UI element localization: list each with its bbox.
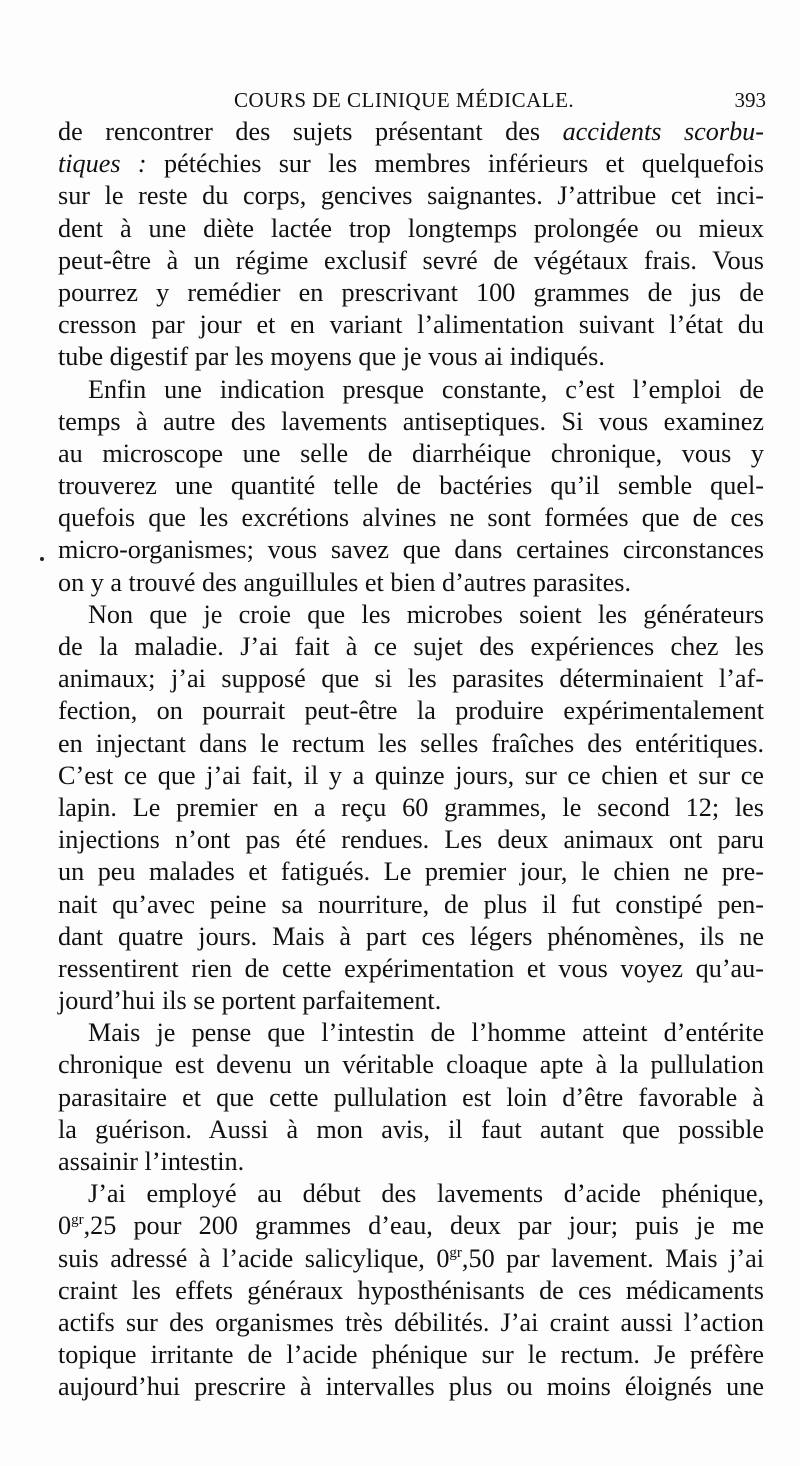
text-line: craint les effets généraux hyposthénisants de ces médicaments [58,1275,764,1305]
text-line: Mais je pense que l’intestin de l’homme atteint d’entérite [88,1018,764,1048]
italic-phrase: tiques : [58,149,147,179]
text-line: ressentirent rien de cette expérimentation et vous voyez qu’au- [58,953,764,983]
text-line: nait qu’avec peine sa nourriture, de plus il fut constipé pen- [58,889,764,919]
text-line: la guérison. Aussi à mon avis, il faut autant que possible [58,1114,764,1144]
italic-phrase: accidents scorbu- [562,117,764,146]
text-line: parasitaire et que cette pullulation est loin d’être favorable à [58,1082,764,1112]
text-line: de rencontrer des sujets présentant des accidents scorbu- [58,117,764,146]
text-line: sur le reste du corps, gencives saignantes. J’attribue cet inci- [58,181,764,211]
text-line: trouverez une quantité telle de bactéries qu’il semble quel- [58,471,764,501]
text-line: Non que je croie que les microbes soient les générateurs [88,599,764,629]
text-line: suis adressé à l’acide salicylique, $0^{gr},50$ par lavement. Mais j’ai [58,1243,765,1273]
text-line: dant quatre jours. Mais à part ces légers phénomènes, ils ne [58,921,764,951]
text-line: C’est ce que j’ai fait, il y a quinze jours, sur ce chien et sur ce [58,760,764,790]
text-line: dent à une diète lactée trop longtemps prolongée ou mieux [58,213,764,243]
text-line: actifs sur des organismes très débilités. J’ai craint aussi l’action [58,1307,764,1337]
text-line: au microscope une selle de diarrhéique chronique, vous y [58,438,764,468]
unit-superscript: gr [449,1244,462,1261]
text-line: cresson par jour et en variant l’alimentation suivant l’état du [58,310,764,340]
text-line: temps à autre des lavements antiseptiques. Si vous examinez [58,406,764,436]
page-header [56,80,766,120]
text-line: peut-être à un régime exclusif sevré de végétaux frais. Vous [58,245,764,275]
unit-superscript: gr [71,1212,84,1229]
text-line: fection, on pourrait peut-être la produire expérimentalement [58,696,764,726]
text-line: tiques : pétéchies sur les membres inférieurs et quelquefois [58,149,764,179]
body-text [58,116,764,1404]
text-line: jourd’hui ils se portent parfaitement. [58,986,442,1016]
text-line: on y a trouvé des anguillules et bien d’autres parasites. [58,567,632,597]
margin-dot-mark [40,557,44,561]
text-line: tube digestif par les moyens que je vous ai indiqués. [58,342,605,372]
text-line: topique irritante de l’acide phénique sur le rectum. Je préfère [58,1340,764,1370]
text-line: quefois que les excrétions alvines ne sont formées que de ces [58,503,764,533]
text-line: injections n’ont pas été rendues. Les deux animaux ont paru [58,825,764,855]
text-line: un peu malades et fatigués. Le premier jour, le chien ne pre- [58,857,764,887]
text-line: micro-organismes; vous savez que dans certaines circonstances [58,535,764,565]
text-line: J’ai employé au début des lavements d’acide phénique, [88,1179,764,1209]
text-line: pourrez y remédier en prescrivant 100 grammes de jus de [58,277,764,307]
text-line: $0^{gr},25$ pour 200 grammes d’eau, deux par jour; puis je me [58,1211,764,1241]
text-line: en injectant dans le rectum les selles fraîches des entéritiques. [58,728,764,758]
page-number: 393 [734,88,766,112]
text-line: assainir l’intestin. [58,1147,245,1176]
text-line: animaux; j’ai supposé que si les parasites déterminaient l’af- [58,664,764,694]
text-line: chronique est devenu un véritable cloaque apte à la pullulation [58,1050,764,1080]
text-line: aujourd’hui prescrire à intervalles plus ou moins éloignés une [58,1372,764,1402]
text-line: de la maladie. J’ai fait à ce sujet des expériences chez les [58,632,764,661]
text-line: Enfin une indication presque constante, c’est l’emploi de [88,374,764,404]
running-title: COURS DE CLINIQUE MÉDICALE. [234,88,575,112]
text-line: lapin. Le premier en a reçu 60 grammes, le second 12; les [58,792,764,822]
